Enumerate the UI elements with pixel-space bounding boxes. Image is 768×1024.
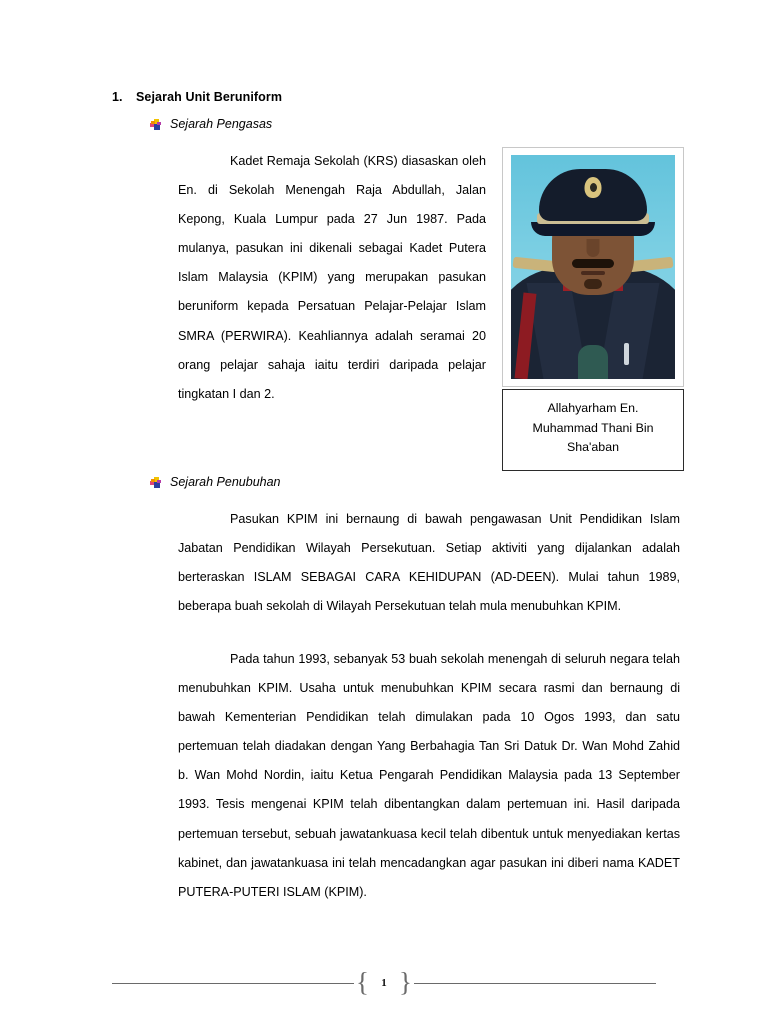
footer-rule-right <box>414 983 656 984</box>
page-footer <box>112 963 656 1003</box>
word-multicolor-bullet-icon <box>150 119 161 130</box>
brace-right-icon: } <box>399 966 412 997</box>
subheading-sejarah-pengasas <box>150 117 272 131</box>
subheading-label: Sejarah Penubuhan <box>170 475 281 489</box>
subheading-sejarah-penubuhan <box>150 475 281 489</box>
caption-line: Muhammad Thani Bin <box>532 420 654 435</box>
portrait-photo-uniformed-officer <box>511 155 675 379</box>
heading-text: Sejarah Unit Beruniform <box>136 90 283 104</box>
photo-frame <box>502 147 684 387</box>
heading-number: 1. <box>112 90 123 104</box>
word-multicolor-bullet-icon <box>150 477 161 488</box>
paragraph-penubuhan-intro: Pasukan KPIM ini bernaung di bawah pengawasan Unit Pendidikan Islam Jabatan Pendidikan Wilayah Persekutuan. Setiap aktiviti yang dijalankan adalah berteraskan ISLAM SEBAGAI CARA KEHIDUPAN (AD-DEEN). Mulai tahun 1989, beberapa buah sekolah di Wilayah Persekutuan telah mula menubuhkan KPIM. <box>178 512 680 614</box>
caption-line: Allahyarham En. <box>547 401 639 415</box>
figure-pengasas <box>502 147 684 471</box>
page-number: 1 <box>381 977 387 989</box>
page-title <box>112 90 282 104</box>
caption-line: Sha'aban <box>567 440 619 454</box>
subheading-label: Sejarah Pengasas <box>170 117 273 131</box>
page-number-group <box>354 966 414 997</box>
footer-rule-left <box>112 983 354 984</box>
paragraph-sejarah-pengasas: Kadet Remaja Sekolah (KRS) diasaskan oleh En. di Sekolah Menengah Raja Abdullah, Jalan Kepong, Kuala Lumpur pada 27 Jun 1987. Pada mulanya, pasukan ini dikenali sebagai Kadet Putera Islam Malaysia (KPIM) yang merupakan pasukan beruniform kepada Persatuan Pelajar-Pelajar Islam SMRA (PERWIRA). Keahliannya adalah seramai 20 orang pelajar sahaja iaitu terdiri daripada pelajar tingkatan I dan 2. <box>178 154 486 401</box>
figure-caption <box>502 389 684 471</box>
brace-left-icon: { <box>356 966 369 997</box>
paragraph-penubuhan-1993: Pada tahun 1993, sebanyak 53 buah sekolah menengah di seluruh negara telah menubuhkan KPIM. Usaha untuk menubuhkan KPIM secara rasmi dan bernaung di bawah Kementerian Pendidikan telah dimulakan pada 10 Ogos 1993, dan satu pertemuan telah diadakan dengan Yang Berbahagia Tan Sri Datuk Dr. Wan Mohd Zahid b. Wan Mohd Nordin, iaitu Ketua Pengarah Pendidikan Malaysia pada 13 September 1993. Tesis mengenai KPIM telah dibentangkan dalam pertemuan ini. Hasil daripada pertemuan tersebut, sebuah jawatankuasa kecil telah dibentuk untuk menyediakan kertas kabinet, dan jawatankuasa ini telah mencadangkan agar pasukan ini diberi nama KADET PUTERA-PUTERI ISLAM (KPIM). <box>178 652 680 899</box>
